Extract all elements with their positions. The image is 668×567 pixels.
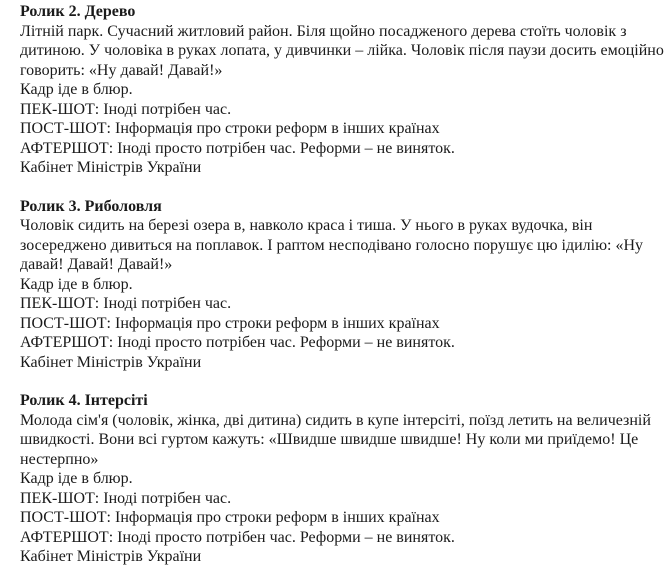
section-heading: Ролик 4. Інтерсіті <box>20 392 148 409</box>
pack-shot-line: ПЕК-ШОТ: Іноді потрібен час. <box>20 295 232 312</box>
blur-line: Кадр іде в блюр. <box>20 275 133 293</box>
pack-shot-line: ПЕК-ШОТ: Іноді потрібен час. <box>20 100 232 118</box>
signature-line: Кабінет Міністрів України <box>20 353 202 371</box>
aftershot-line: АФТЕРШОТ: Іноді просто потрібен час. Реформи – не виняток. <box>20 528 455 546</box>
aftershot-line: АФТЕРШОТ: Іноді просто потрібен час. Реформи – не виняток. <box>20 334 455 351</box>
post-shot-line: ПОСТ-ШОТ: Інформація про строки реформ в інших країнах <box>20 120 440 137</box>
post-shot-line: ПОСТ-ШОТ: Інформація про строки реформ в інших країнах <box>20 314 440 332</box>
blur-line: Кадр іде в блюр. <box>20 470 133 487</box>
section-description: Літній парк. Сучасний житловий район. Біля щойно посадженого дерева стоїть чоловік з дитиною. У чоловіка в руках лопата, у дивчинки – лійка. Чоловік після паузи досить емоційно говорить: «Ну давай! Давай!» <box>20 22 664 79</box>
section-rolyk-4 <box>20 391 668 567</box>
post-shot-line: ПОСТ-ШОТ: Інформація про строки реформ в інших країнах <box>20 509 440 526</box>
aftershot-line: АФТЕРШОТ: Іноді просто потрібен час. Реформи – не виняток. <box>20 139 455 157</box>
section-rolyk-3 <box>20 197 668 373</box>
blur-line: Кадр іде в блюр. <box>20 81 133 98</box>
pack-shot-line: ПЕК-ШОТ: Іноді потрібен час. <box>20 489 232 507</box>
section-heading: Ролик 3. Риболовля <box>20 197 162 215</box>
signature-line: Кабінет Міністрів України <box>20 159 202 176</box>
section-description: Чоловік сидить на березі озера в, навколо краса і тиша. У нього в руках вудочка, він зосереджено дивиться на поплавок. І раптом несподівано голосно порушує цю ідилію: «Ну давай! Давай! Давай!» <box>20 217 644 273</box>
section-rolyk-2 <box>20 2 668 178</box>
section-heading: Ролик 2. Дерево <box>20 3 136 20</box>
section-description: Молода сім'я (чоловік, жінка, дві дитина) сидить в купе інтерсіті, поїзд летить на величезній швидкості. Вони всі гуртом кажуть: «Швидше швидше швидше! Ну коли ми приїдемо! Це нестерпно» <box>20 411 651 468</box>
signature-line: Кабінет Міністрів України <box>20 548 202 565</box>
